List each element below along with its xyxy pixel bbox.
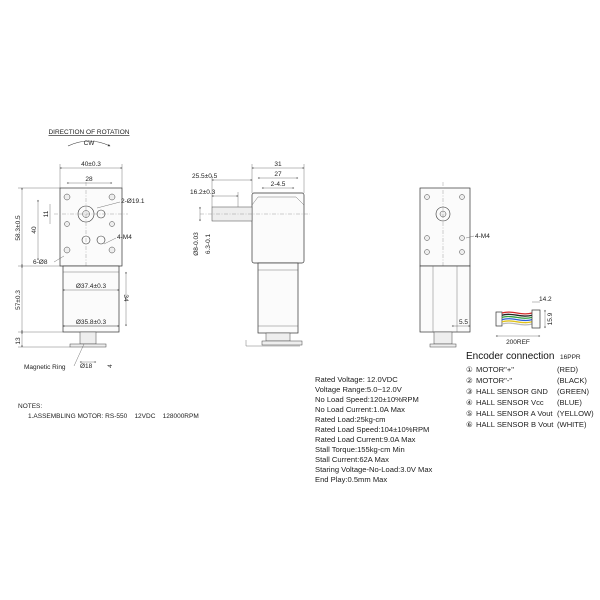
encoder-row-num: ⑥: [466, 420, 473, 429]
back-view: [420, 182, 490, 347]
dim-ring-len: 13: [15, 337, 22, 345]
connector-plug: [532, 310, 540, 328]
rotation-title: DIRECTION OF ROTATION: [48, 129, 130, 136]
dim-w27: 27: [274, 171, 282, 178]
dim-w31: 31: [274, 161, 282, 168]
connector-wire: [502, 321, 532, 323]
dim-shaft-16-2: 16.2±0.3: [190, 189, 216, 196]
encoder-row: [466, 376, 587, 385]
connector: [496, 296, 554, 346]
encoder-row-color: (WHITE): [557, 420, 587, 429]
spec-list: [315, 375, 433, 484]
encoder-row-name: HALL SENSOR A Vout: [476, 409, 553, 418]
encoder-row: [466, 365, 579, 374]
connector-dim-h: 15.9: [547, 312, 554, 326]
spec-item: Voltage Range:5.0~12.0V: [315, 385, 402, 394]
dim-height-34: 34: [122, 294, 129, 302]
screw-hole: [65, 222, 70, 227]
connector-wire: [502, 312, 532, 314]
magnetic-ring: [80, 332, 96, 344]
front-view: [15, 161, 145, 371]
spec-item: Rated Load:25kg-cm: [315, 415, 386, 424]
dim-screw: 4-M4: [117, 234, 132, 241]
back-dim-gap: 5.5: [459, 319, 469, 326]
encoder-row-num: ⑤: [466, 409, 473, 418]
dim-motor-dia2: Ø35.8±0.3: [75, 319, 107, 326]
dim-shaft-d8: Ø8-0.03: [193, 232, 200, 256]
screw-hole: [64, 247, 70, 253]
dim-height-40: 40: [31, 226, 38, 234]
encoder-row-color: (BLUE): [557, 398, 582, 407]
connector-wire: [502, 317, 532, 319]
connector-dim-w: 14.2: [539, 296, 552, 303]
encoder-title: Encoder connection: [466, 351, 555, 362]
spec-item: Stall Current:62A Max: [315, 455, 389, 464]
dim-shaft-6-3: 6.3-0.1: [205, 233, 212, 255]
spec-item: Stall Torque:155kg-cm Min: [315, 445, 405, 454]
screw-hole: [460, 236, 465, 241]
dim-height-11: 11: [43, 210, 50, 218]
spec-item: Rated Load Speed:104±10%RPM: [315, 425, 430, 434]
screw-hole: [64, 194, 70, 200]
rotation-indicator: [48, 129, 129, 147]
dim-height-total: 58.3±0.5: [15, 215, 22, 241]
screw-hole: [109, 194, 115, 200]
encoder-row: [466, 420, 587, 429]
encoder-row-name: HALL SENSOR GND: [476, 387, 548, 396]
dim-motor-len: 57±0.3: [15, 290, 22, 310]
back-dim-screw: 4-M4: [475, 233, 490, 240]
spec-item: No Load Speed:120±10%RPM: [315, 395, 419, 404]
dim-shaft-25-5: 25.5±0.5: [192, 173, 218, 180]
side-view: [190, 161, 310, 346]
encoder-row-color: (RED): [557, 365, 579, 374]
spec-item: Rated Voltage: 12.0VDC: [315, 375, 398, 384]
notes: [18, 403, 199, 420]
encoder-row: [466, 409, 594, 418]
gearbox-side: [252, 193, 304, 263]
dim-ring-dia: Ø18: [80, 363, 93, 370]
screw-hole: [460, 250, 465, 255]
encoder-row-name: HALL SENSOR Vcc: [476, 398, 544, 407]
encoder-row-name: MOTOR"-": [476, 376, 513, 385]
motor-side: [258, 263, 298, 333]
magnetic-ring-label: Magnetic Ring: [24, 364, 66, 371]
encoder-row-name: MOTOR"+": [476, 365, 514, 374]
connector-dim-cable: 200REF: [506, 339, 530, 346]
connector-housing: [496, 312, 502, 326]
encoder-row-num: ②: [466, 376, 473, 385]
dim-pin: 6-Ø8: [33, 259, 48, 266]
spec-item: Staring Voltage-No-Load:3.0V Max: [315, 465, 433, 474]
dim-width-top: 40±0.3: [81, 161, 101, 168]
notes-item: 1.ASSEMBLING MOTOR: RS-550 12VDC 128000RPM: [28, 413, 199, 420]
dim-ring-4: 4: [107, 364, 114, 368]
encoder-row-color: (BLACK): [557, 376, 587, 385]
encoder-row: [466, 387, 590, 396]
screw-hole: [425, 236, 430, 241]
connector-wire: [502, 319, 532, 321]
screw-hole: [109, 247, 115, 253]
screw-hole: [425, 195, 430, 200]
encoder-row-color: (GREEN): [557, 387, 590, 396]
spec-item: Rated Load Current:9.0A Max: [315, 435, 416, 444]
rotation-dir: CW: [83, 140, 95, 147]
screw-hole: [425, 250, 430, 255]
encoder-row-color: (YELLOW): [557, 409, 594, 418]
connector-wire: [502, 323, 532, 325]
encoder-row: [466, 398, 582, 407]
notes-title: NOTES:: [18, 403, 43, 410]
encoder-ppr: 16PPR: [560, 354, 581, 361]
encoder-connection: [466, 351, 594, 429]
encoder-row-num: ①: [466, 365, 473, 374]
dim-width-inner: 28: [85, 176, 93, 183]
connector-wire: [502, 314, 532, 316]
screw-hole: [460, 195, 465, 200]
spec-item: No Load Current:1.0A Max: [315, 405, 405, 414]
encoder-row-num: ④: [466, 398, 473, 407]
encoder-row-name: HALL SENSOR B Vout: [476, 420, 554, 429]
screw-hole: [110, 222, 115, 227]
spec-item: End Play:0.5mm Max: [315, 475, 388, 484]
dim-w2-4-5: 2-4.5: [270, 181, 286, 188]
dim-motor-dia: Ø37.4±0.3: [75, 283, 107, 290]
dim-hole: 2-Ø19.1: [121, 198, 145, 205]
encoder-row-num: ③: [466, 387, 473, 396]
